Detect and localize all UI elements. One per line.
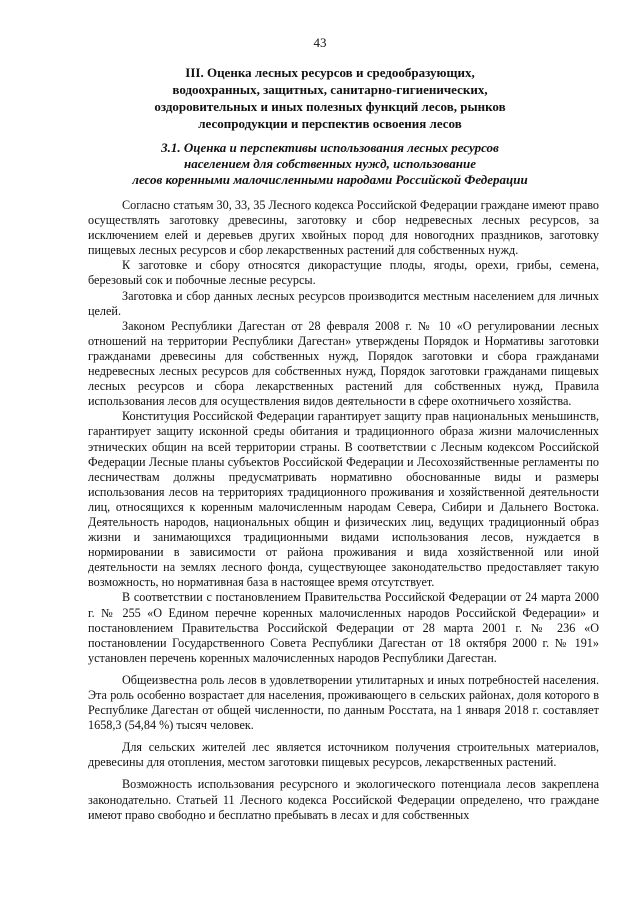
paragraph: Для сельских жителей лес является источником получения строительных материалов, древесины для отопления, местом заготовки пищевых ресурсов, лекарственных растений.: [88, 740, 599, 770]
section-title-line: лесопродукции и перспектив освоения лесов: [198, 116, 462, 131]
subsection-title-line: населением для собственных нужд, использование: [184, 156, 476, 171]
section-title: [150, 64, 510, 132]
section-title-line: оздоровительных и иных полезных функций лесов, рынков: [154, 99, 506, 114]
paragraph: Согласно статьям 30, 33, 35 Лесного кодекса Российской Федерации граждане имеют право осуществлять заготовку древесины, заготовку и сбор недревесных лесных ресурсов, за исключением елей и деревьев других хвойных пород для новогодних праздников, заготовку пищевых лесных ресурсов и сбор лекарственных растений для собственных нужд.: [88, 198, 599, 258]
paragraph: Заготовка и сбор данных лесных ресурсов производится местным населением для личных целей.: [88, 288, 599, 318]
paragraph: Конституция Российской Федерации гарантирует защиту прав национальных меньшинств, гарантирует защиту исконной среды обитания и традиционного образа жизни малочисленных этнических общин на всей территории страны. В соответствии с Лесным кодексом Российской Федерации Лесные планы субъектов Российской Федерации и Лесохозяйственные регламенты по лесничествам должны предусматривать нормативно обоснованные виды и размеры использования лесов на территориях традиционного проживания и хозяйственной деятельности лиц, относящихся к коренным малочисленным народам Севера, Сибири и Дальнего Востока. Деятельность народов, национальных общин и физических лиц, ведущих традиционный образ жизни и занимающихся традиционными видами использования лесов, нуждается в нормировании в зависимости от района проживания и вида хозяйственной или иной деятельности на землях лесного фонда, существующее законодательство предоставляет такую возможность, но нормативная база в настоящее время отсутствует.: [88, 409, 599, 590]
paragraph: В соответствии с постановлением Правительства Российской Федерации от 24 марта 2000 г. № 255 «О Едином перечне коренных малочисленных народов Российской Федерации» и постановлением Правительства Российской Федерации от 28 марта 2001 г. № 236 «О постановлении Государственного Совета Республики Дагестан от 18 октября 2000 г. № 191» установлен перечень коренных малочисленных народов Республики Дагестан.: [88, 590, 599, 665]
section-title-line: водоохранных, защитных, санитарно-гигиенических,: [172, 82, 488, 97]
section-title-line: III. Оценка лесных ресурсов и средообразующих,: [185, 65, 475, 80]
paragraph: Общеизвестна роль лесов в удовлетворении утилитарных и иных потребностей населения. Эта роль особенно возрастает для населения, проживающего в сельских районах, доля которого в Республике Дагестан от общей численности, по данным Росстата, на 1 января 2018 г. составляет 1658,3 (54,84 %) тысяч человек.: [88, 672, 599, 733]
subsection-title-line: 3.1. Оценка и перспективы использования лесных ресурсов: [161, 140, 499, 155]
paragraph: Законом Республики Дагестан от 28 февраля 2008 г. № 10 «О регулировании лесных отношений на территории Республики Дагестан» утверждены Порядок и Нормативы заготовки гражданами древесины для собственных нужд, Порядок заготовки и сбора гражданами недревесных лесных ресурсов для собственных нужд, Порядок заготовки гражданами пищевых лесных ресурсов и сбора лекарственных растений для собственных нужд, Правила использования лесов для осуществления видов деятельности в сфере охотничьего хозяйства.: [88, 318, 599, 409]
subsection-title: [80, 140, 580, 188]
body-text: [88, 198, 599, 823]
page-number: 43: [313, 35, 327, 50]
paragraph: Возможность использования ресурсного и экологического потенциала лесов закреплена законодательно. Статьей 11 Лесного кодекса Российской Федерации определено, что граждане имеют право свободно и бесплатно пребывать в лесах и для собственных: [88, 777, 599, 822]
paragraph: К заготовке и сбору относятся дикорастущие плоды, ягоды, орехи, грибы, семена, березовый сок и побочные лесные ресурсы.: [88, 258, 599, 288]
subsection-title-line: лесов коренными малочисленными народами Российской Федерации: [132, 172, 528, 187]
